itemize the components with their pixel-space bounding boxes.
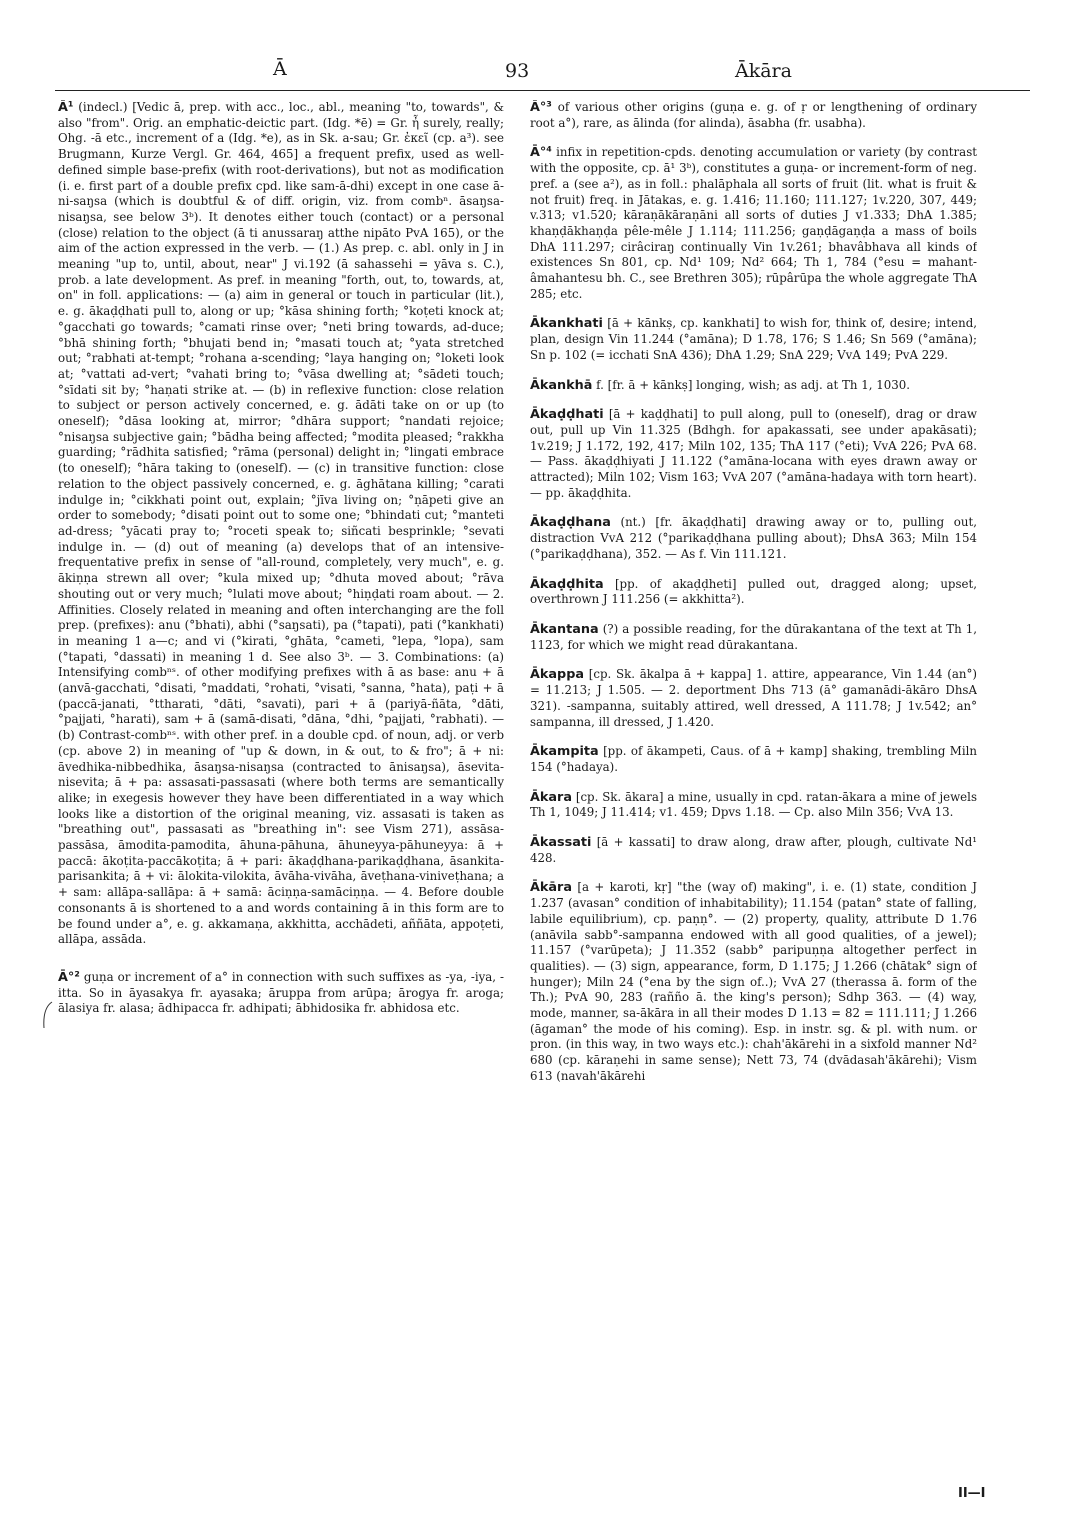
entry (530, 378, 977, 394)
entry-headword: Ākaḍḍhati (530, 407, 604, 423)
entry-text: infix in repetition-cpds. denoting accumulation or variety (by contrast with the opposite, cp. ā¹ 3ᵇ), constitutes a guṇa- or increment-form of neg. pref. a (see a²), as in foll.: phalāphala all sorts of fruit (lit. what is fruit & not fruit) freq. in Jātakas, e. g. 1.416; 11.160; 111.127; 1v.220, 307, 449; v.313; v1.520; kāraṇākāraṇāni all sorts of duties J v1.333; DhA 1.385; khaṇḍākhaṇḍa pêle-mêle J 1.114; 111.256; gaṇḍāgaṇḍa a mass of boils DhA 111.297; cirâciraŋ continually Vin 1v.261; bhavâbhava all kinds of existences Sn 801, cp. Nd¹ 109; Nd² 664; Th 1, 784 (°esu = mahant-âmahantesu bh. C., see Brethren 305); rūpârūpa the whole aggregate ThA 285; etc. (530, 145, 977, 301)
entry (530, 880, 977, 1084)
entry (58, 100, 504, 948)
left-column (58, 100, 504, 1480)
entry (530, 835, 977, 866)
entry-text: f. [fr. ā + kānkṣ] longing, wish; as adj. at Th 1, 1030. (596, 377, 910, 392)
entry (530, 407, 977, 501)
entry-headword: Ā°⁴ (530, 145, 552, 161)
entry (58, 970, 504, 1017)
entry-headword: Ākara (530, 789, 572, 805)
signature-mark: II—I (958, 1486, 986, 1501)
entry-headword: Ākankhā (530, 377, 593, 393)
entry-text: [pp. of ākampeti, Caus. of ā + kamp] shaking, trembling Miln 154 (°hadaya). (530, 744, 977, 774)
entry-headword: Ākaḍḍhana (530, 515, 611, 531)
entry-text: of various other origins (guṇa e. g. of ṛ or lengthening of ordinary root a°), rare, as ālinda (for alinda), āsabha (fr. usabha). (530, 100, 977, 130)
entry (530, 790, 977, 821)
entry (530, 316, 977, 363)
entry-headword: Ākappa (530, 667, 585, 683)
entry-text: [ā + kānkṣ, cp. kankhati] to wish for, think of, desire; intend, plan, design Vin 11.244 (°amāna); D 1.78, 176; S 1.46; Sn 569 (°amāna); Sn p. 102 (= icchati SnA 436); DhA 1.29; SnA 229; VvA 149; PvA 229. (530, 316, 977, 362)
entry-headword: Ākāra (530, 880, 572, 896)
entry-text: (nt.) [fr. ākaḍḍhati] drawing away or to, pulling out, distraction VvA 212 (°parikaḍḍhana pulling about); DhsA 363; Miln 154 (°parikaḍḍhana), 352. — As f. Vin 111.121. (530, 515, 977, 561)
entry-headword: Ākassati (530, 835, 592, 851)
header-left-letter: Ā (273, 58, 287, 80)
entry-headword: Ākaḍḍhita (530, 576, 604, 592)
entry (530, 515, 977, 562)
entry (530, 622, 977, 653)
entry-headword: Ākantana (530, 621, 599, 637)
entry (530, 100, 977, 131)
entry-headword: Ākampita (530, 744, 599, 760)
entry-text: [cp. Sk. ākalpa ā + kappa] 1. attire, appearance, Vin 1.44 (an°) = 11.213; J 1.505. — 2. deportment Dhs 713 (ā° gamanādi-ākāro DhsA 321). -sampanna, suitably attired, well dressed, A 111.78; J 1v.542; an° sampanna, ill dressed, J 1.420. (530, 667, 977, 729)
entry-text: [cp. Sk. ākara] a mine, usually in cpd. ratan-ākara a mine of jewels Th 1, 1049; J 11.414; v1. 459; Dpvs 1.18. — Cp. also Miln 356; VvA 13. (530, 789, 977, 820)
header-rule (55, 90, 1030, 91)
entry-headword: Ā°³ (530, 100, 552, 115)
entry-headword: Ākankhati (530, 316, 603, 332)
entry-headword: Ā°² (58, 969, 80, 985)
entry-text: [ā + kaḍḍhati] to pull along, pull to (oneself), drag or draw out, pull up Vin 11.325 (Bdhgh. for apakassati, see under apakāsati); 1v.219; J 1.172, 192, 417; Miln 102, 135; ThA 117 (°eti); VvA 226; PvA 68. — Pass. ākaḍḍhiyati J 11.122 (°amāna-locana with eyes drawn away or attracted); Miln 102; Vism 163; VvA 207 (°amāna-hadaya with torn heart). — pp. ākaḍḍhita. (530, 407, 977, 500)
entry-text: [pp. of akaḍḍheti] pulled out, dragged along; upset, overthrown J 111.256 (= akkhitta²). (530, 576, 977, 607)
entry-text: (?) a possible reading, for the dūrakantana of the text at Th 1, 1123, for which we might read dūrakantana. (530, 621, 977, 652)
entry-text: [ā + kassati] to draw along, draw after, plough, cultivate Nd¹ 428. (530, 835, 977, 865)
page-number: 93 (505, 60, 530, 82)
page-header (55, 58, 1030, 88)
entry-text: (indecl.) [Vedic ā, prep. with acc., loc., abl., meaning "to, towards", & also "from". Orig. an emphatic-deictic part. (Idg. *ē) = Gr. ἦ surely, really; Ohg. -ā etc., increment of a (Idg. *e), as in Sk. a-sau; Gr. ἐκεῖ (cp. a³). see Brugmann, Kurze Vergl. Gr. 464, 465] a frequent prefix, used as well-defined simple base-prefix (with root-derivations), but not as modification (i. e. first part of a double prefix cpd. like sam-ā-dhi) except in one case ā-ni-saŋsa (which is doubtful & of diff. origin, viz. from combⁿ. āsaŋsa-nisaŋsa, see below 3ᵇ). It denotes either touch (contact) or a personal (close) relation to the object (ā ti anussaraŋ atthe nipāto PvA 165), or the aim of the action expressed in the verb. — (1.) As prep. c. abl. only in J in meaning "up to, until, about, near" J vi.192 (ā sahassehi = yāva s. C.), prob. a late development. As pref. in meaning "forth, out, to, towards, at, on" in foll. applications: — (a) aim in general or touch in particular (lit.), e. g. ākaḍḍhati pull to, along or up; °kāsa shining forth; °koṭeti knock at; °gacchati go towards; °camati rinse over; °neti bring towards, ad-duce; °bhā shining forth; °bhujati bend in; °masati touch at; °yata stretched out; °rabhati at-tempt; °rohana a-scending; °laya hanging on; °loketi look at; °vattati ad-vert; °vahati bring to; °vāsa dwelling at; °sādeti touch; °sīdati sit by; °haṇati strike at. — (b) in reflexive function: close relation to subject or person actively concerned, e. g. ādāti take on or up (to oneself); °dāsa looking at, mirror; °dhāra support; °nandati rejoice; °nisaŋsa subjective gain; °bādha being affected; °modita pleased; °rakkha guarding; °rādhita satisfied; °rāma (personal) delight in; °lingati embrace (to oneself); °hāra taking to (oneself). — (c) in transitive function: close relation to the object passively concerned, e. g. āghātana killing; °carati indulge in; °cikkhati point out, explain; °jīva living on; °ṇāpeti give an order to somebody; °disati point out to some one; °bhindati cut; °manteti ad-dress; °yācati pray to; °roceti speak to; siñcati besprinkle; °sevati indulge in. — (d) out of meaning (a) develops that of an intensive-frequentative prefix in sense of "all-round, completely, very much", e. g. ākiṇṇa strewn all over; °kula mixed up; °dhuta moved about; °rāva shouting out or very much; °lulati move about; °hiṇḍati roam about. — 2. Affinities. Closely related in meaning and often interchanging are the foll prep. (prefixes): anu (°bhati), abhi (°saŋsati), pa (°tapati), pati (°kankhati) in meaning 1 a—c; and vi (°kirati, °ghāta, °cameti, °lepa, °lopa), sam (°tapati, °dassati) in meaning 1 d. See also 3ᵇ. — 3. Combinations: (a) Intensifying combⁿˢ. of other modifying prefixes with ā as base: anu + ā (anvā-gacchati, °disati, °maddati, °rohati, °visati, °sanna, °hata), paṭi + ā (paccā-janati, °ttharati, °dāti, °savati), pari + ā (pariyā-ñāta, °dāti, °pajjati, °harati), sam + ā (samā-disati, °dāna, °dhi, °pajjati, °rabhati). — (b) Contrast-combⁿˢ. with other pref. in a double cpd. of noun, adj. or verb (cp. above 2) in meaning of "up & down, in & out, to & fro"; ā + ni: āvedhika-nibbedhika, āsaŋsa-nisaŋsa (contracted to ānisaŋsa), āsevita-nisevita; ā + pa: assasati-passasati (where both terms are semantically alike; in exegesis however they have been differentiated in a way which looks like a distortion of the original meaning, viz. assasati is taken as "breathing out", passasati as "breathing in": see Vism 271), assāsa-passāsa, āmodita-pamodita, āhuna-pāhuna, āhuneyya-pāhuneyya: ā + paccā: ākoṭita-paccākoṭita; ā + pari: ākaḍḍhana-parikaḍḍhana, āsankita-parisankita; ā + vi: ālokita-vilokita, āvāha-vivāha, āveṭhana-viniveṭhana; a + sam: allāpa-sallāpa: ā + samā: āciṇṇa-samāciṇṇa. — 4. Before double consonants ā is shortened to a and words containing ā in this form are to be found under a°, e. g. akkamaṇa, akkhitta, acchādeti, aññāta, appoṭeti, allāpa, assāda. (58, 100, 504, 947)
entry-text: [a + karoti, kṛ] "the (way of) making", i. e. (1) state, condition J 1.237 (avasan° condition of inhabitability); 11.154 (patan° state of falling, labile equilibrium), cp. paṇṇ°. — (2) property, quality, attribute D 1.76 (anāvila sabb°-sampanna endowed with all good qualities, of a jewel); 11.157 (°varūpeta); J 11.352 (sabb° paripuṇṇa altogether perfect in qualities). — (3) sign, appearance, form, D 1.175; J 1.266 (chātak° sign of hunger); Miln 24 (°ena by the sign of..); VvA 27 (therassa ā. form of the Th.); PvA 90, 283 (rañño ā. the king's person); Sdhp 363. — (4) way, mode, manner, sa-ākāra in all their modes D 1.13 = 82 = 111.111; J 1.266 (āgaman° the mode of his coming). Esp. in instr. sg. & pl. with num. or pron. (in this way, in two ways etc.): chah'ākārehi in a sixfold manner Nd² 680 (cp. kāraṇehi in same sense); Nett 73, 74 (dvādasah'ākārehi); Vism 613 (navah'ākārehi (530, 880, 977, 1083)
entry (530, 577, 977, 608)
entry-text: guṇa or increment of a° in connection with such suffixes as -ya, -iya, -itta. So in āyasakya fr. ayasaka; āruppa from arūpa; ārogya fr. aroga; ālasiya fr. alasa; ādhipacca fr. adhipati; ābhidosika fr. abhidosa etc. (58, 969, 504, 1016)
entry (530, 744, 977, 775)
right-column (530, 100, 977, 1480)
header-right-word: Ākāra (735, 60, 792, 82)
entry-headword: Ā¹ (58, 100, 74, 115)
entry (530, 667, 977, 730)
entry (530, 145, 977, 302)
margin-mark-icon (40, 1000, 54, 1030)
